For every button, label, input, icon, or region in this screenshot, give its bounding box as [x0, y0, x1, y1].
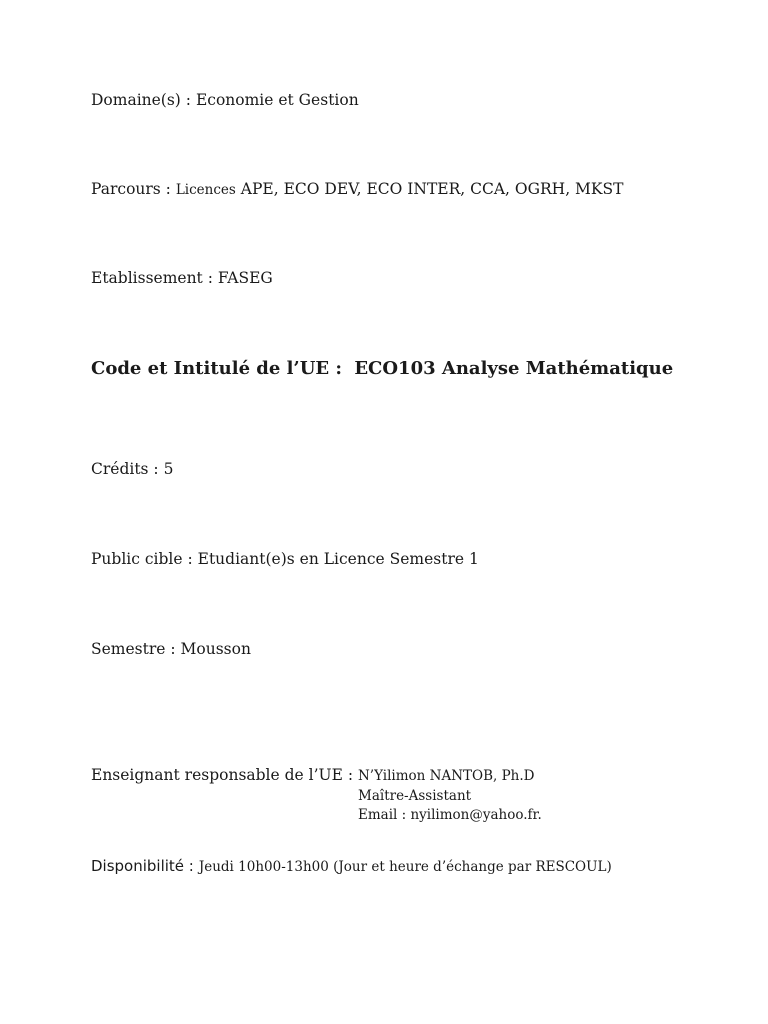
credits-line: [91, 459, 173, 479]
disponibilite-label: Disponibilité :: [91, 857, 194, 875]
parcours-prefix: Licences: [175, 182, 236, 198]
enseignant-email: Email : nyilimon@yahoo.fr.: [358, 807, 542, 823]
domaine-line: [91, 90, 359, 110]
etablissement-line: [91, 268, 273, 288]
public-cible-line: [91, 549, 479, 569]
enseignant-name: N’Yilimon NANTOB, Ph.D: [357, 768, 535, 784]
semestre-value: Mousson: [180, 640, 251, 658]
code-ue-label: Code et Intitulé de l’UE :: [91, 358, 343, 379]
code-ue-line: [91, 359, 673, 379]
etablissement-label: Etablissement :: [91, 269, 213, 287]
parcours-value: APE, ECO DEV, ECO INTER, CCA, OGRH, MKST: [240, 180, 624, 198]
credits-label: Crédits :: [91, 460, 159, 478]
semestre-line: [91, 639, 251, 659]
semestre-label: Semestre :: [91, 640, 176, 658]
parcours-label: Parcours :: [91, 180, 171, 198]
domaine-label: Domaine(s) :: [91, 91, 192, 109]
public-cible-value: Etudiant(e)s en Licence Semestre 1: [197, 550, 479, 568]
enseignant-label: Enseignant responsable de l’UE :: [91, 766, 354, 784]
parcours-line: [91, 179, 623, 200]
enseignant-title: Maître-Assistant: [358, 788, 472, 804]
domaine-value: Economie et Gestion: [195, 91, 359, 109]
disponibilite-value: Jeudi 10h00-13h00 (Jour et heure d’échange par RESCOUL): [198, 859, 612, 875]
code-ue-value: ECO103 Analyse Mathématique: [354, 358, 674, 379]
disponibilite-line: [91, 856, 612, 877]
enseignant-line: [91, 765, 534, 786]
credits-value: 5: [163, 460, 174, 478]
etablissement-value: FASEG: [217, 269, 273, 287]
public-cible-label: Public cible :: [91, 550, 193, 568]
